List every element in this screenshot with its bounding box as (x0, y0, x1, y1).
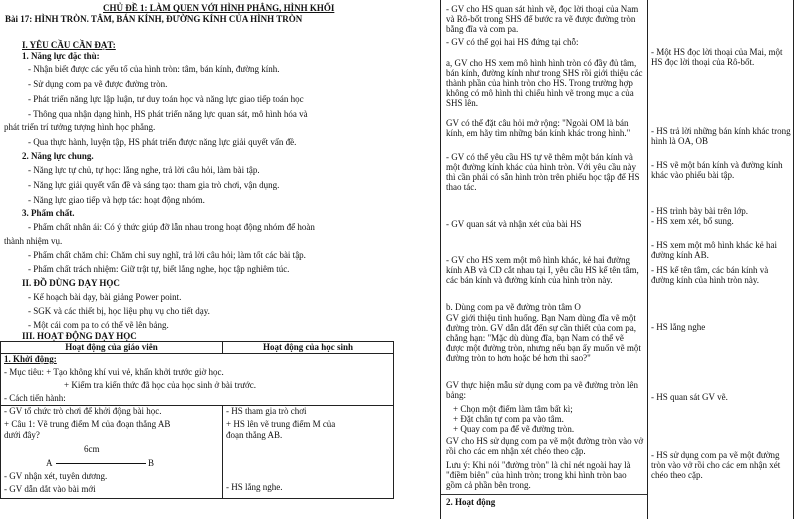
teacher-text: a, GV cho HS xem mô hình hình tròn có đầy đủ tâm, bán kính, đường kính như trong SHS rồi giới thiệu các thành phần của hình tròn cho HS. Trong trường hợp không có mô hình thì chiếu hình vẽ trong mục a của SHS lên. (446, 58, 643, 108)
warmup-heading: 1. Khởi động: (4, 354, 57, 364)
student-text: - HS vẽ một bán kính và đường kính khác vào phiếu bài tập. (651, 160, 783, 180)
teacher-text: GV thực hiện mẫu sử dụng com pa vẽ đường tròn lên bảng: (446, 380, 638, 400)
topic-title: CHỦ ĐỀ 1: LÀM QUEN VỚI HÌNH PHẲNG, HÌNH KHỐI (103, 3, 335, 13)
text-line: - HS tham gia trò chơi (226, 406, 307, 416)
student-text: - HS lắng nghe (651, 322, 706, 332)
right-column (440, 0, 794, 519)
text-line: - Năng lực giao tiếp và hợp tác: hoạt động nhóm. (28, 195, 205, 205)
segment-figure (4, 441, 219, 471)
text-line: - Thông qua nhận dạng hình, HS phát triển năng lực quan sát, mô hình hóa và (28, 109, 308, 119)
segment-ab (56, 463, 146, 464)
teacher-text: Lưu ý: Khi nói "đường tròn" là chỉ nét ngoài hay là "điềm biên" của hình tròn; trong khi hình tròn bao gồm cả phần bên trong. (446, 460, 631, 490)
text-line: - Phát triển năng lực lập luận, tư duy toán học và năng lực giao tiếp toán học (28, 94, 304, 104)
section-requirements: I. YÊU CẦU CẦN ĐẠT: (22, 40, 116, 50)
text-line: phát triển trí tưởng tượng hình học phẳng. (4, 122, 156, 132)
warmup-procedure: - Cách tiến hành: (4, 393, 66, 403)
teacher-text: GV có thể đặt câu hỏi mở rộng: "Ngoài OM là bán kính, em hãy tìm những bán kính khác trong hình." (446, 118, 631, 138)
text-line: - GV dẫn dắt vào bài mới (4, 484, 96, 494)
column-divider (647, 0, 648, 519)
warmup-cell (1, 354, 394, 406)
teacher-text: - GV quan sát và nhận xét của bài HS (446, 219, 582, 229)
section-activities: III. HOẠT ĐỘNG DẠY HỌC (22, 331, 137, 341)
teacher-text: + Chọn một điểm làm tâm bất kì; (453, 404, 573, 414)
heading-qualities: 3. Phẩm chất. (22, 208, 75, 218)
text-line: + HS lên vẽ trung điểm M của (226, 419, 336, 429)
warmup-objective-2: + Kiểm tra kiến thức đã học của học sinh ở bài trước. (64, 380, 257, 390)
text-line: - Kế hoạch bài dạy, bài giảng Power point. (28, 292, 182, 302)
student-text: - HS trình bày bài trên lớp. (651, 206, 748, 216)
heading-general-competence: 2. Năng lực chung. (22, 151, 94, 161)
student-cell (223, 406, 394, 499)
teacher-text: - GV có thể gọi hai HS đứng tại chỗ: (446, 37, 579, 47)
activity-table (0, 341, 394, 499)
text-line: dưới đây? (4, 430, 40, 440)
warmup-objective: - Mục tiêu: + Tạo không khí vui vẻ, khấn khởi trước giờ học. (4, 367, 224, 377)
teacher-text: + Đặt chân tự com pa vào tâm. (453, 414, 564, 424)
segment-length-label: 6cm (84, 444, 100, 454)
text-line: - Năng lực giải quyết vấn đề và sáng tạo: tham gia trò chơi, vận dụng. (28, 180, 280, 190)
text-line: - GV tổ chức trò chơi để khởi động bài học. (4, 406, 162, 416)
student-text: - HS quan sát GV vẽ. (651, 392, 728, 402)
point-a-label: A (46, 458, 53, 468)
teacher-text: + Quay com pa để vẽ đường tròn. (453, 424, 575, 434)
heading-special-competence: 1. Năng lực đặc thù: (22, 51, 100, 61)
teacher-text: - GV có thể yêu cầu HS tự vẽ thêm một bán kính và một đường kính khác của hình tròn. Với yêu cầu này thì cần phải có sẵn hình tròn trên phiếu học tập để HS thao tác. (446, 152, 640, 192)
student-text: - Một HS đọc lời thoại của Mai, một HS đọc lời thoại của Rô-bốt. (651, 47, 783, 67)
text-line: - SGK và các thiết bị, học liệu phụ vụ cho tiết dạy. (28, 306, 210, 316)
text-line: - Nhận biết được các yếu tố của hình tròn: tâm, bán kính, đường kính. (28, 64, 280, 74)
text-line: - GV nhận xét, tuyên dương. (4, 471, 108, 481)
text-line: - Phẩm chất trách nhiệm: Giữ trật tự, biết lắng nghe, học tập nghiêm túc. (28, 264, 290, 274)
th-student: Hoạt động của học sinh (223, 342, 394, 354)
teacher-text: - GV cho HS xem một mô hình khác, kẻ hai đường kính AB và CD cắt nhau tại I, yêu cầu HS kể tên tâm, các bán kính và đường kính của hình tròn này. (446, 255, 639, 285)
lesson-title: Bài 17: HÌNH TRÒN. TÂM, BÁN KÍNH, ĐƯỜNG KÍNH CỦA HÌNH TRÒN (5, 14, 303, 24)
text-line: - Phẩm chất nhân ái: Có ý thức giúp đỡ lẫn nhau trong hoạt động nhóm để hoàn (28, 222, 315, 232)
text-line: + Câu 1: Vẽ trung điểm M của đoạn thẳng AB (4, 419, 171, 429)
teacher-heading: 2. Hoạt động (446, 497, 496, 507)
text-line: - Phẩm chất chăm chỉ: Chăm chỉ suy nghĩ, trả lời câu hỏi; làm tốt các bài tập. (28, 250, 306, 260)
student-text: - HS trả lời những bán kính khác trong hình là OA, OB (651, 126, 791, 146)
teacher-text: b. Dùng com pa vẽ đường tròn tâm O (446, 302, 581, 312)
teacher-text: GV cho HS sử dụng com pa vẽ một đường tròn vào vở rồi cho các em nhận xét chéo theo cặp. (446, 436, 644, 456)
student-text: - HS kể tên tâm, các bán kính và đường kính của hình tròn này. (651, 265, 769, 285)
point-b-label: B (148, 458, 155, 468)
text-line: đoạn thẳng AB. (226, 430, 283, 440)
student-text: - HS sử dụng com pa vẽ một đường tròn vào vở rồi cho các em nhận xét chéo theo cặp. (651, 450, 781, 480)
row-divider (441, 494, 647, 495)
teacher-text: GV giới thiệu tình huống. Bạn Nam dùng đĩa vẽ một đường tròn. GV dẫn dắt đến sự cần thiết của com pa, chẳng hạn: "Mặc dù dùng đĩa, bạn Nam có thể vẽ được một đường tròn, nhưng nếu bạn ấy muốn vẽ một đường tròn to hơn hoặc bé hơn thì sao?" (446, 313, 641, 363)
text-line: thành nhiệm vụ. (4, 236, 63, 246)
teacher-cell (1, 406, 223, 499)
student-text: - HS xem một mô hình khác kẻ hai đường kính AB. (651, 240, 777, 260)
th-teacher: Hoạt động của giáo viên (1, 342, 223, 354)
section-teaching-materials: II. ĐỒ DÙNG DẠY HỌC (22, 278, 120, 288)
text-line: - Một cái com pa to có thể vẽ lên bảng. (28, 320, 169, 330)
student-text: - HS xem xét, bổ sung. (651, 216, 734, 226)
text-line: - Qua thực hành, luyện tập, HS phát triển được năng lực giải quyết vấn đề. (28, 137, 297, 147)
teacher-text: - GV cho HS quan sát hình vẽ, đọc lời thoại của Nam và Rô-bốt trong SHS để bước ra vẽ được đường tròn bằng đĩa và com pa. (446, 4, 639, 34)
text-line: - Năng lực tự chủ, tự học: lắng nghe, trả lời câu hỏi, làm bài tập. (28, 165, 260, 175)
text-line: - HS lắng nghe. (226, 482, 283, 492)
text-line: - Sử dụng com pa vẽ được đường tròn. (28, 79, 168, 89)
